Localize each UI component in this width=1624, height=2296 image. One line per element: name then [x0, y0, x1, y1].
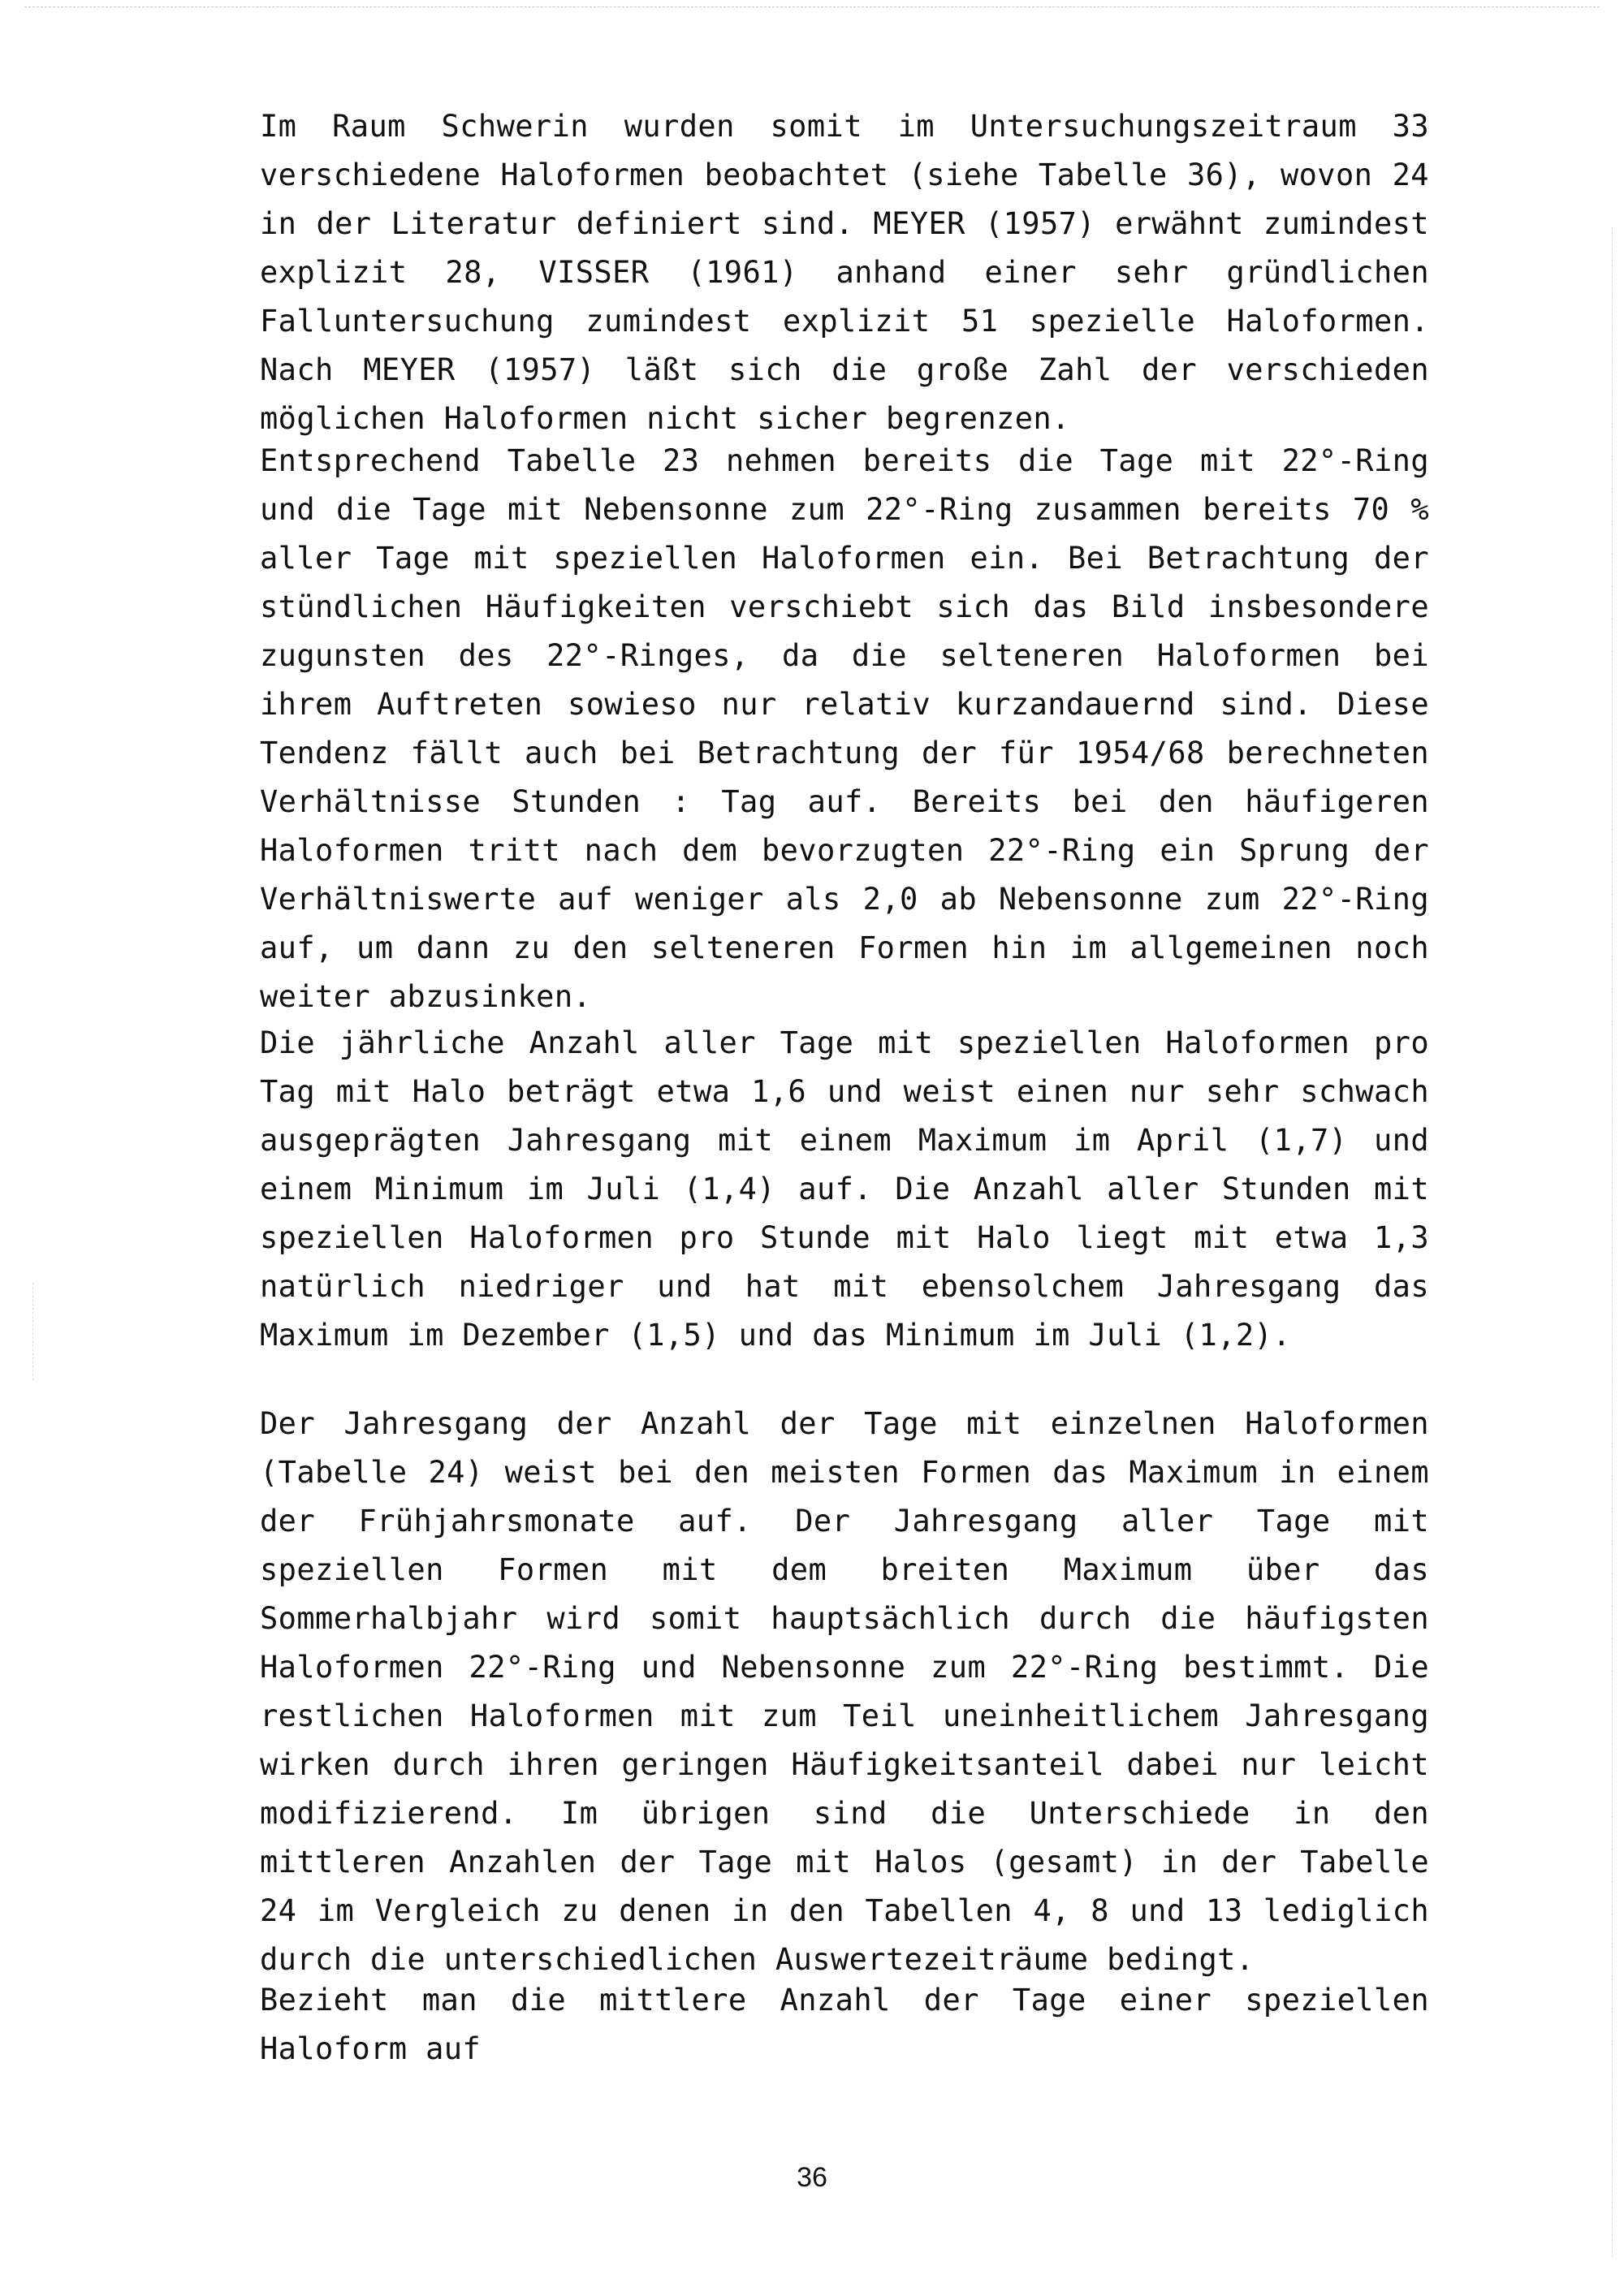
- paragraph-5: [260, 1976, 1429, 2074]
- paragraph-2: [260, 437, 1429, 1021]
- page-number: 36: [797, 2162, 827, 2193]
- paragraph-3: [260, 1019, 1429, 1360]
- paragraph-text: Der Jahresgang der Anzahl der Tage mit einzelnen Haloformen (Tabelle 24) weist bei den meisten Formen das Maximum in einem der Frühjahrsmonate auf. Der Jahresgang aller Tage mit speziellen Formen mit dem breiten Maximum über das Sommerhalbjahr wird somit hauptsächlich durch die häufigsten Haloformen 22°-Ring und Nebensonne zum 22°-Ring bestimmt. Die restlichen Haloformen mit zum Teil uneinheitlichem Jahresgang wirken durch ihren geringen Häufigkeitsanteil dabei nur leicht modifizierend. Im übrigen sind die Unterschiede in den mittleren Anzahlen der Tage mit Halos (gesamt) in der Tabelle 24 im Vergleich zu denen in den Tabellen 4, 8 und 13 lediglich durch die unterschiedlichen Auswertezeiträume bedingt.: [260, 1406, 1429, 1977]
- scan-artifact-left: [32, 1283, 33, 1380]
- paragraph-text: Entsprechend Tabelle 23 nehmen bereits die Tage mit 22°-Ring und die Tage mit Nebensonne zum 22°-Ring zusammen bereits 70 % aller Tage mit speziellen Haloformen ein. Bei Betrachtung der stündlichen Häufigkeiten verschiebt sich das Bild insbesondere zugunsten des 22°-Ringes, da die selteneren Haloformen bei ihrem Auftreten sowieso nur relativ kurzandauernd sind. Diese Tendenz fällt auch bei Betrachtung der für 1954/68 berechneten Verhältnisse Stunden : Tag auf. Bereits bei den häufigeren Haloformen tritt nach dem bevorzugten 22°-Ring ein Sprung der Verhältniswerte auf weniger als 2,0 ab Nebensonne zum 22°-Ring auf, um dann zu den selteneren Formen hin im allgemeinen noch weiter abzusinken.: [260, 443, 1429, 1014]
- paragraph-text: Bezieht man die mittlere Anzahl der Tage einer speziellen Haloform auf: [260, 1983, 1429, 2066]
- paragraph-text: Im Raum Schwerin wurden somit im Untersuchungszeitraum 33 verschiedene Haloformen beobachtet (siehe Tabelle 36), wovon 24 in der Literatur definiert sind. MEYER (1957) erwähnt zumindest explizit 28, VISSER (1961) anhand einer sehr gründlichen Falluntersuchung zumindest explizit 51 spezielle Haloformen. Nach MEYER (1957) läßt sich die große Zahl der verschieden möglichen Haloformen nicht sicher begrenzen.: [260, 109, 1429, 436]
- scan-artifact-top: [24, 6, 1600, 7]
- paragraph-4: [260, 1400, 1429, 1984]
- scan-artifact-right: [1612, 227, 1613, 2257]
- paragraph-1: [260, 102, 1429, 443]
- paragraph-text: Die jährliche Anzahl aller Tage mit speziellen Haloformen pro Tag mit Halo beträgt etwa 1,6 und weist einen nur sehr schwach ausgeprägten Jahresgang mit einem Maximum im April (1,7) und einem Minimum im Juli (1,4) auf. Die Anzahl aller Stunden mit speziellen Haloformen pro Stunde mit Halo liegt mit etwa 1,3 natürlich niedriger und hat mit ebensolchem Jahresgang das Maximum im Dezember (1,5) und das Minimum im Juli (1,2).: [260, 1025, 1429, 1353]
